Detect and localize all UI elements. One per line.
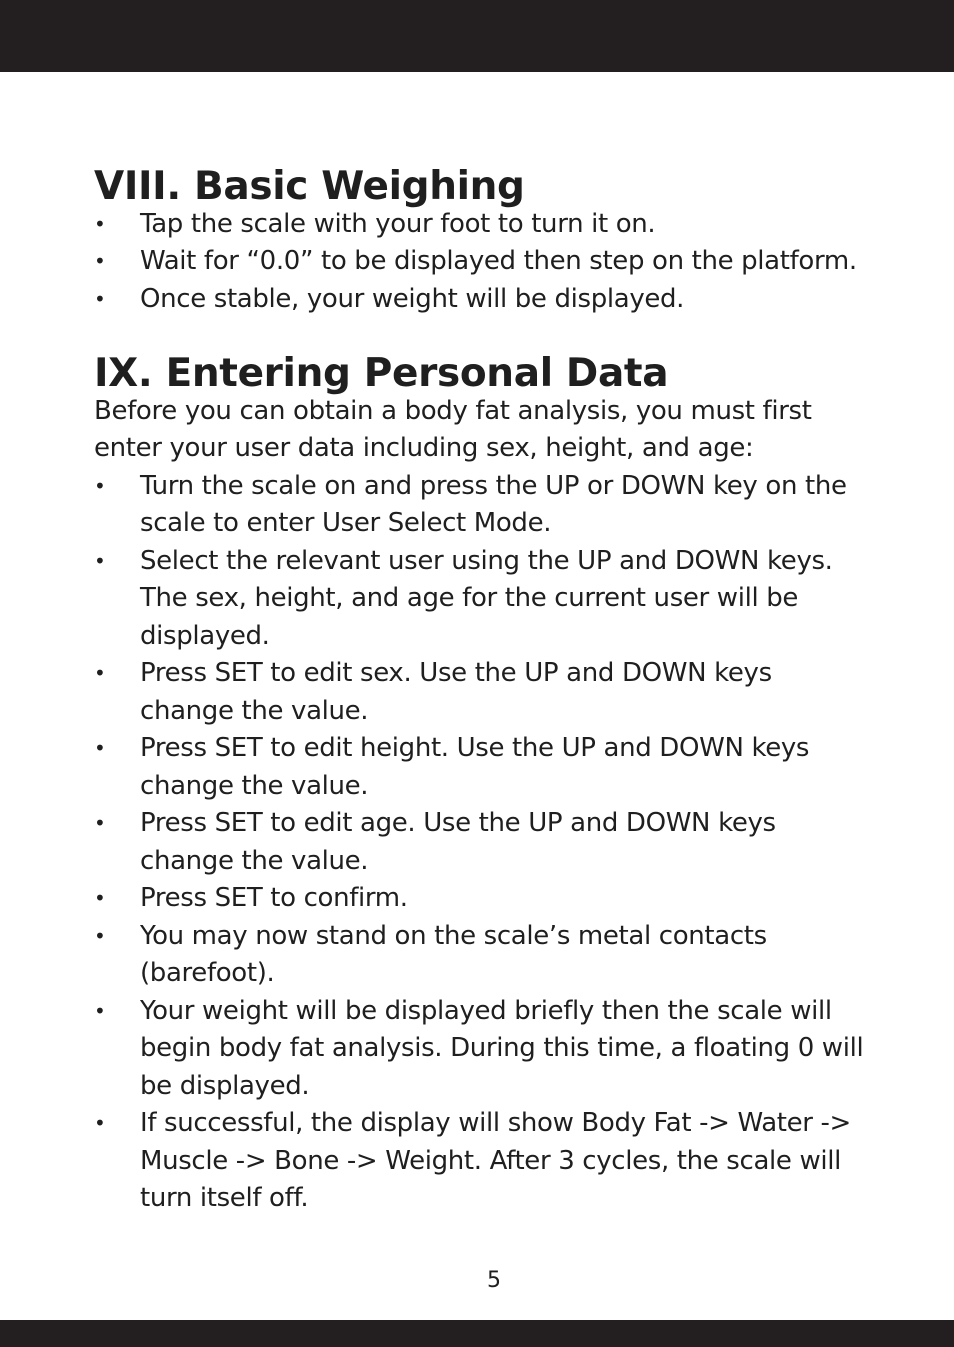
bullet-marker: • (94, 473, 106, 498)
list-item (94, 730, 864, 805)
intro-paragraph: Before you can obtain a body fat analysis, you must first enter your user data including sex, height, and age: (94, 395, 812, 463)
list-item (94, 243, 864, 281)
list-item (94, 918, 864, 993)
list-item (94, 1105, 864, 1218)
list-item-text: Wait for “0.0” to be displayed then step on the platform. (140, 246, 857, 276)
list-item-text: Turn the scale on and press the UP or DOWN key on the scale to enter User Select Mode. (140, 470, 847, 538)
bullet-marker: • (94, 886, 106, 910)
section-spacer (94, 318, 864, 355)
list-item-text: Select the relevant user using the UP and DOWN keys. The sex, height, and age for the current user will be displayed. (140, 545, 833, 651)
list-item (94, 993, 864, 1106)
bullet-marker: • (94, 998, 106, 1023)
page-number: 5 (487, 1268, 501, 1293)
list-item-text: If successful, the display will show Body Fat -> Water -> Muscle -> Bone -> Weight. After 3 cycles, the scale will turn itself off. (140, 1108, 851, 1213)
bullet-marker: • (94, 811, 106, 835)
section-basic-weighing (94, 164, 864, 318)
bullet-list (94, 206, 864, 319)
list-item-text: You may now stand on the scale’s metal contacts (barefoot). (140, 920, 767, 988)
page-content (94, 164, 864, 1218)
list-item (94, 468, 864, 543)
list-item-text: Press SET to edit age. Use the UP and DOWN keys change the value. (140, 808, 776, 876)
list-item-text: Press SET to edit height. Use the UP and DOWN keys change the value. (140, 733, 810, 801)
list-item (94, 880, 864, 918)
list-item-text: Once stable, your weight will be displayed. (140, 283, 685, 314)
bullet-marker: • (94, 548, 106, 573)
section-heading: VIII. Basic Weighing (94, 164, 525, 209)
bullet-marker: • (94, 211, 106, 236)
bullet-marker: • (94, 661, 106, 685)
bullet-marker: • (94, 736, 106, 760)
list-item (94, 543, 864, 656)
list-item (94, 281, 864, 319)
bullet-marker: • (94, 286, 106, 311)
list-item (94, 655, 864, 730)
list-item-text: Press SET to confirm. (140, 883, 408, 913)
top-bar (0, 0, 954, 72)
bullet-marker: • (94, 1111, 106, 1135)
list-item-text: Tap the scale with your foot to turn it on. (140, 208, 656, 239)
bullet-marker: • (94, 923, 106, 948)
bullet-marker: • (94, 249, 106, 273)
section-heading: IX. Entering Personal Data (94, 351, 669, 396)
list-item-text: Press SET to edit sex. Use the UP and DOWN keys change the value. (140, 658, 772, 726)
bullet-list (94, 468, 864, 1218)
list-item (94, 805, 864, 880)
list-item-text: Your weight will be displayed briefly then the scale will begin body fat analysis. During this time, a floating 0 will be displayed. (140, 995, 864, 1101)
list-item (94, 206, 864, 244)
bottom-bar (0, 1320, 954, 1347)
section-personal-data (94, 351, 864, 1218)
